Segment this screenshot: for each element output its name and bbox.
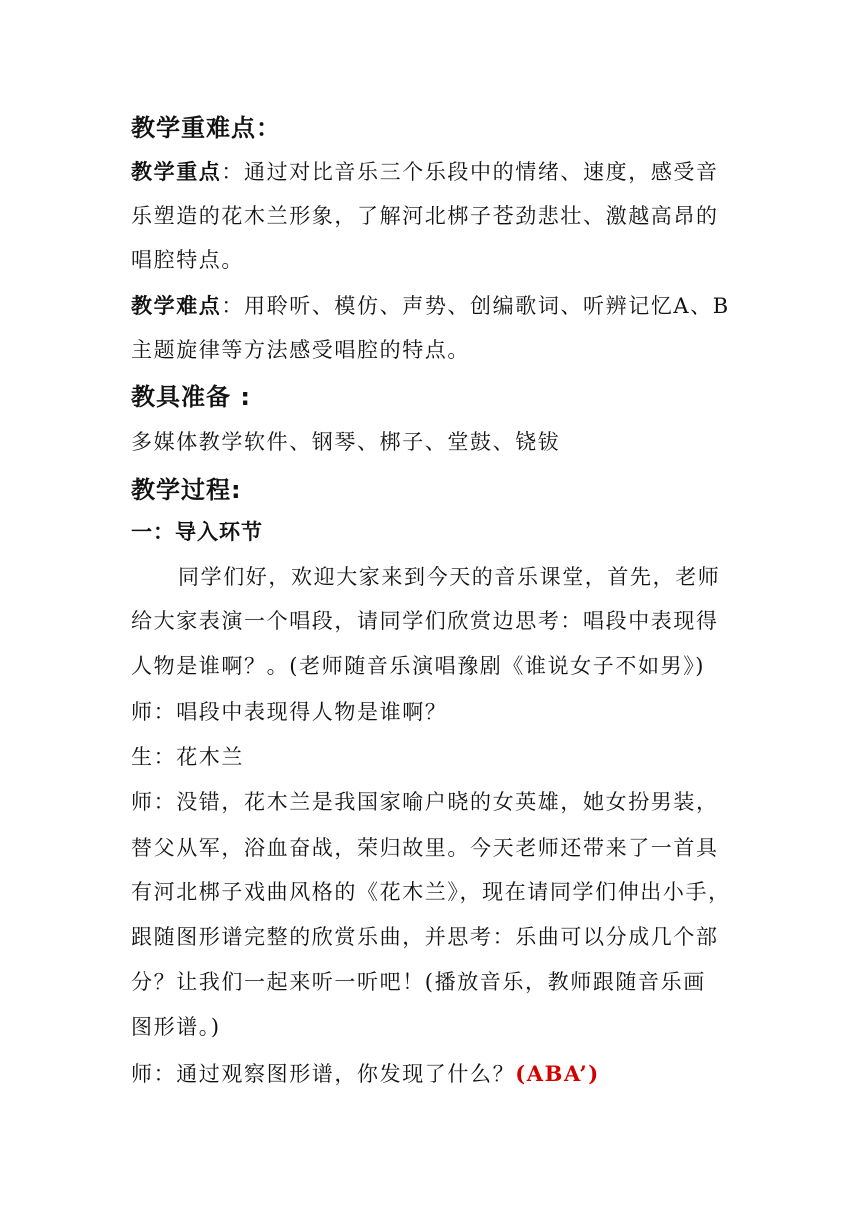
tools-content: 多媒体教学软件、钢琴、梆子、堂鼓、铙钹 (131, 430, 561, 454)
difficulty-line-1 (131, 296, 730, 317)
teacher-line-2: 替父从军，浴血奋战，荣归故里。今天老师还带来了一首具 (131, 836, 719, 860)
focus-line-2: 乐塑造的花木兰形象，了解河北梆子苍劲悲壮、激越高昂的 (131, 204, 719, 228)
heading-key-points: 教学重难点： (131, 114, 281, 142)
teacher-line-4: 跟随图形谱完整的欣赏乐曲，并思考：乐曲可以分成几个部 (131, 925, 719, 949)
teacher-question-2: 师：通过观察图形谱，你发现了什么？ (131, 1062, 516, 1086)
intro-paragraph-line-1: 同学们好，欢迎大家来到今天的音乐课堂，首先，老师 (178, 565, 721, 589)
focus-label: 教学重点 (131, 160, 222, 184)
heading-tools: 教具准备 : (131, 383, 251, 411)
teacher-line-3: 有河北梆子戏曲风格的《花木兰》，现在请同学们伸出小手， (131, 880, 731, 904)
teacher-line-5: 分？让我们一起来听一听吧！(播放音乐，教师跟随音乐画 (131, 970, 706, 994)
difficulty-colon: ： (221, 294, 245, 318)
teacher-question-2-line (131, 1063, 600, 1085)
answer-aba: (ABA’) (515, 1061, 600, 1086)
focus-line-3: 唱腔特点。 (131, 248, 244, 272)
focus-colon: ： (221, 160, 245, 184)
heading-process: 教学过程: (131, 476, 242, 504)
intro-paragraph-line-2: 给大家表演一个唱段，请同学们欣赏边思考：唱段中表现得 (131, 609, 719, 633)
teacher-question-1: 师：唱段中表现得人物是谁啊？ (131, 700, 448, 724)
teacher-line-6: 图形谱。) (131, 1015, 221, 1039)
focus-text-1: 通过对比音乐三个乐段中的情绪、速度，感受音 (244, 160, 719, 184)
difficulty-text-1: 用聆听、模仿、声势、创编歌词、听辨记忆A、B (244, 294, 730, 318)
focus-line-1 (131, 162, 719, 183)
intro-paragraph-line-3: 人物是谁啊？。(老师随音乐演唱豫剧《谁说女子不如男》) (131, 654, 706, 678)
teacher-line-1: 师：没错，花木兰是我国家喻户晓的女英雄，她女扮男装， (131, 790, 719, 814)
student-answer-1: 生：花木兰 (131, 745, 244, 769)
section-1-title: 一：导入环节 (131, 520, 263, 544)
difficulty-line-2: 主题旋律等方法感受唱腔的特点。 (131, 338, 470, 362)
difficulty-label: 教学难点 (131, 294, 222, 318)
